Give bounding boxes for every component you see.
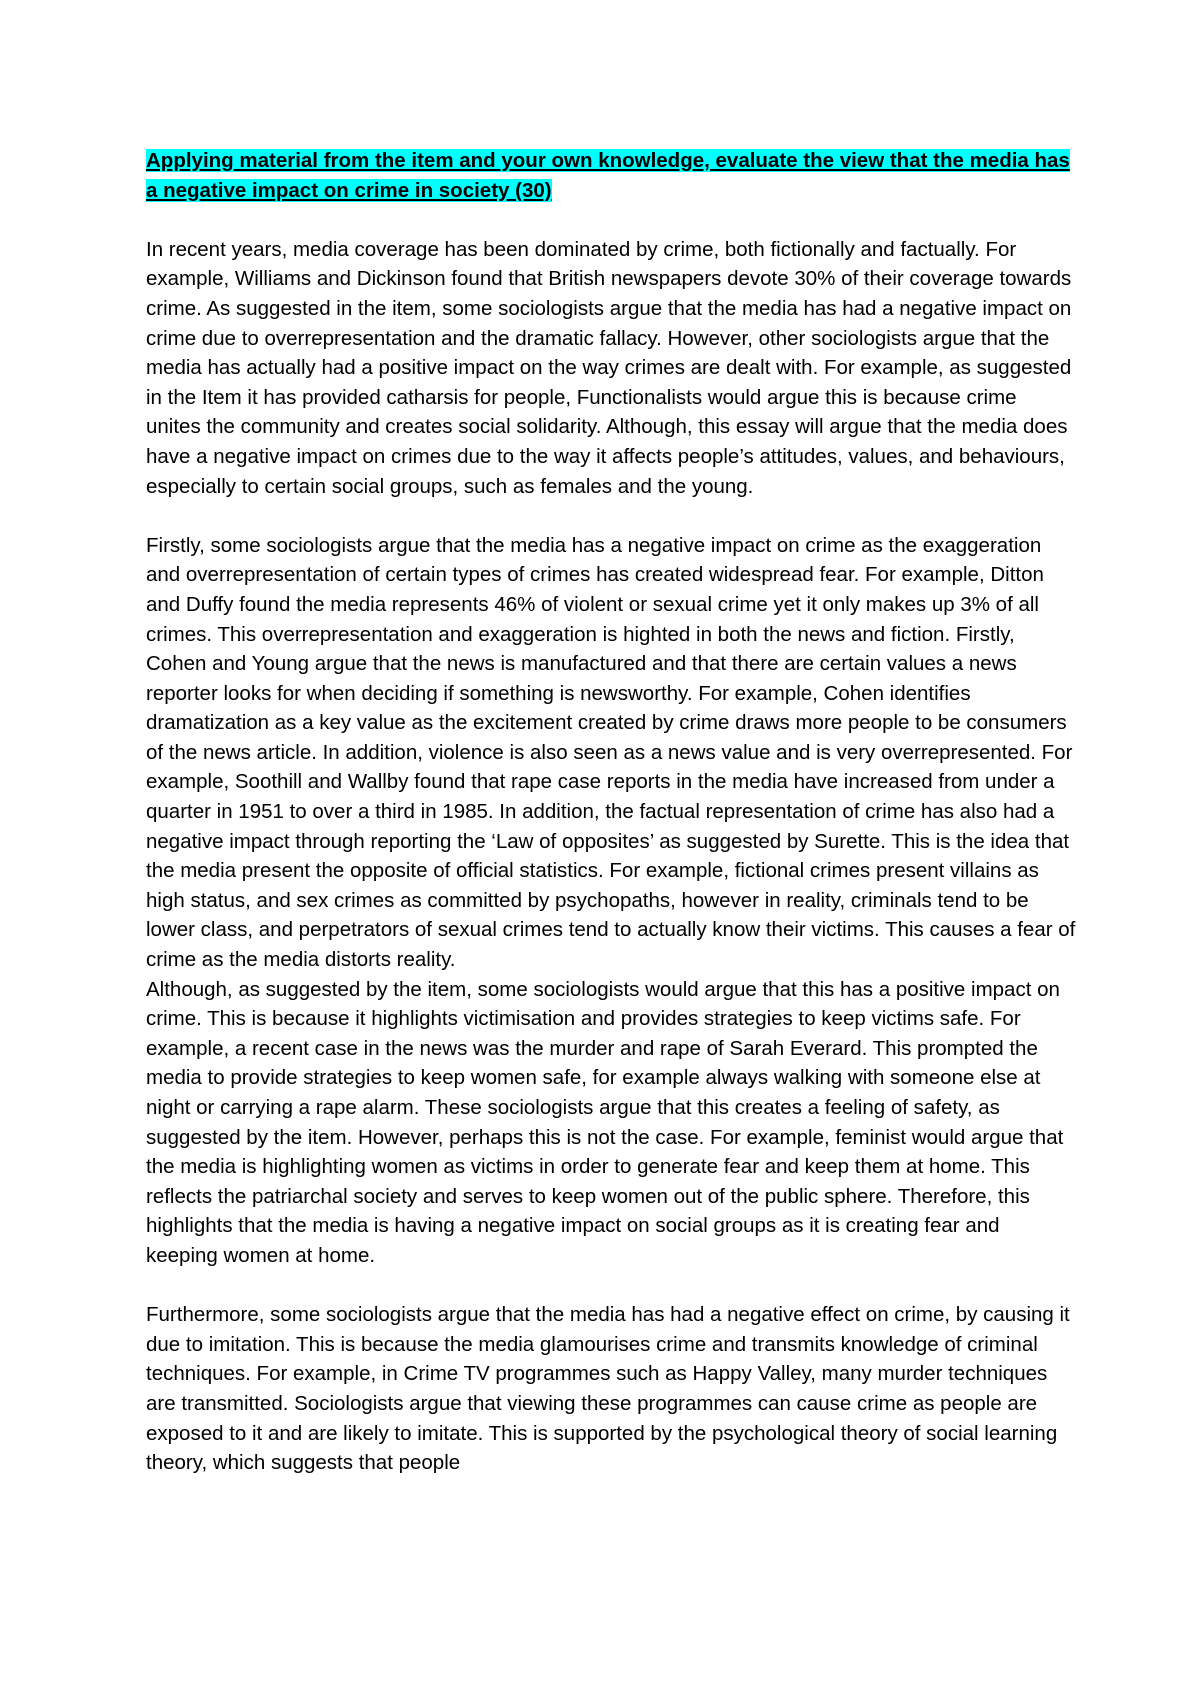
essay-question-heading (146, 146, 1076, 205)
paragraph-imitation: Furthermore, some sociologists argue that the media has had a negative effect on crime, by causing it due to imitation. This is because the media glamourises crime and transmits knowledge of criminal techniques. For example, in Crime TV programmes such as Happy Valley, many murder techniques are transmitted. Sociologists argue that viewing these programmes can cause crime as people are exposed to it and are likely to imitate. This is supported by the psychological theory of social learning theory, which suggests that people (146, 1303, 1070, 1475)
paragraph-introduction: In recent years, media coverage has been dominated by crime, both fictionally and factually. For example, Williams and Dickinson found that British newspapers devote 30% of their coverage towards crime. As suggested in the item, some sociologists argue that the media has had a negative impact on crime due to overrepresentation and the dramatic fallacy. However, other sociologists argue that the media has actually had a positive impact on the way crimes are dealt with. For example, as suggested in the Item it has provided catharsis for people, Functionalists would argue this is because crime unites the community and creates social solidarity. Although, this essay will argue that the media does have a negative impact on crimes due to the way it affects people’s attitudes, values, and behaviours, especially to certain social groups, such as females and the young. (146, 237, 1072, 498)
paragraph-fear-of-crime: Firstly, some sociologists argue that the media has a negative impact on crime as the exaggeration and overrepresentation of certain types of crimes has created widespread fear. For example, Ditton and Duffy found the media represents 46% of violent or sexual crime yet it only makes up 3% of all crimes. This overrepresentation and exaggeration is highted in both the news and fiction. Firstly, Cohen and Young argue that the news is manufactured and that there are certain values a news reporter looks for when deciding if something is newsworthy. For example, Cohen identifies dramatization as a key value as the excitement created by crime draws more people to be consumers of the news article. In addition, violence is also seen as a news value and is very overrepresented. For example, Soothill and Wallby found that rape case reports in the media have increased from under a quarter in 1951 to over a third in 1985. In addition, the factual representation of crime has also had a negative impact through reporting the ‘Law of opposites’ as suggested by Surette. This is the idea that the media present the opposite of official statistics. For example, fictional crimes present villains as high status, and sex crimes as committed by psychopaths, however in reality, criminals tend to be lower class, and perpetrators of sexual crimes tend to actually know their victims. This causes a fear of crime as the media distorts reality. (146, 533, 1076, 972)
document-body (146, 146, 1076, 1478)
paragraph-counterargument: Although, as suggested by the item, some sociologists would argue that this has a positive impact on crime. This is because it highlights victimisation and provides strategies to keep victims safe. For example, a recent case in the news was the murder and rape of Sarah Everard. This prompted the media to provide strategies to keep women safe, for example always walking with someone else at night or carrying a rape alarm. These sociologists argue that this creates a feeling of safety, as suggested by the item. However, perhaps this is not the case. For example, feminist would argue that the media is highlighting women as victims in order to generate fear and keep them at home. This reflects the patriarchal society and serves to keep women out of the public sphere. Therefore, this highlights that the media is having a negative impact on social groups as it is creating fear and keeping women at home. (146, 977, 1064, 1267)
essay-question-text: Applying material from the item and your own knowledge, evaluate the view that the media has a negative impact on crime in society (30) (146, 149, 1070, 202)
